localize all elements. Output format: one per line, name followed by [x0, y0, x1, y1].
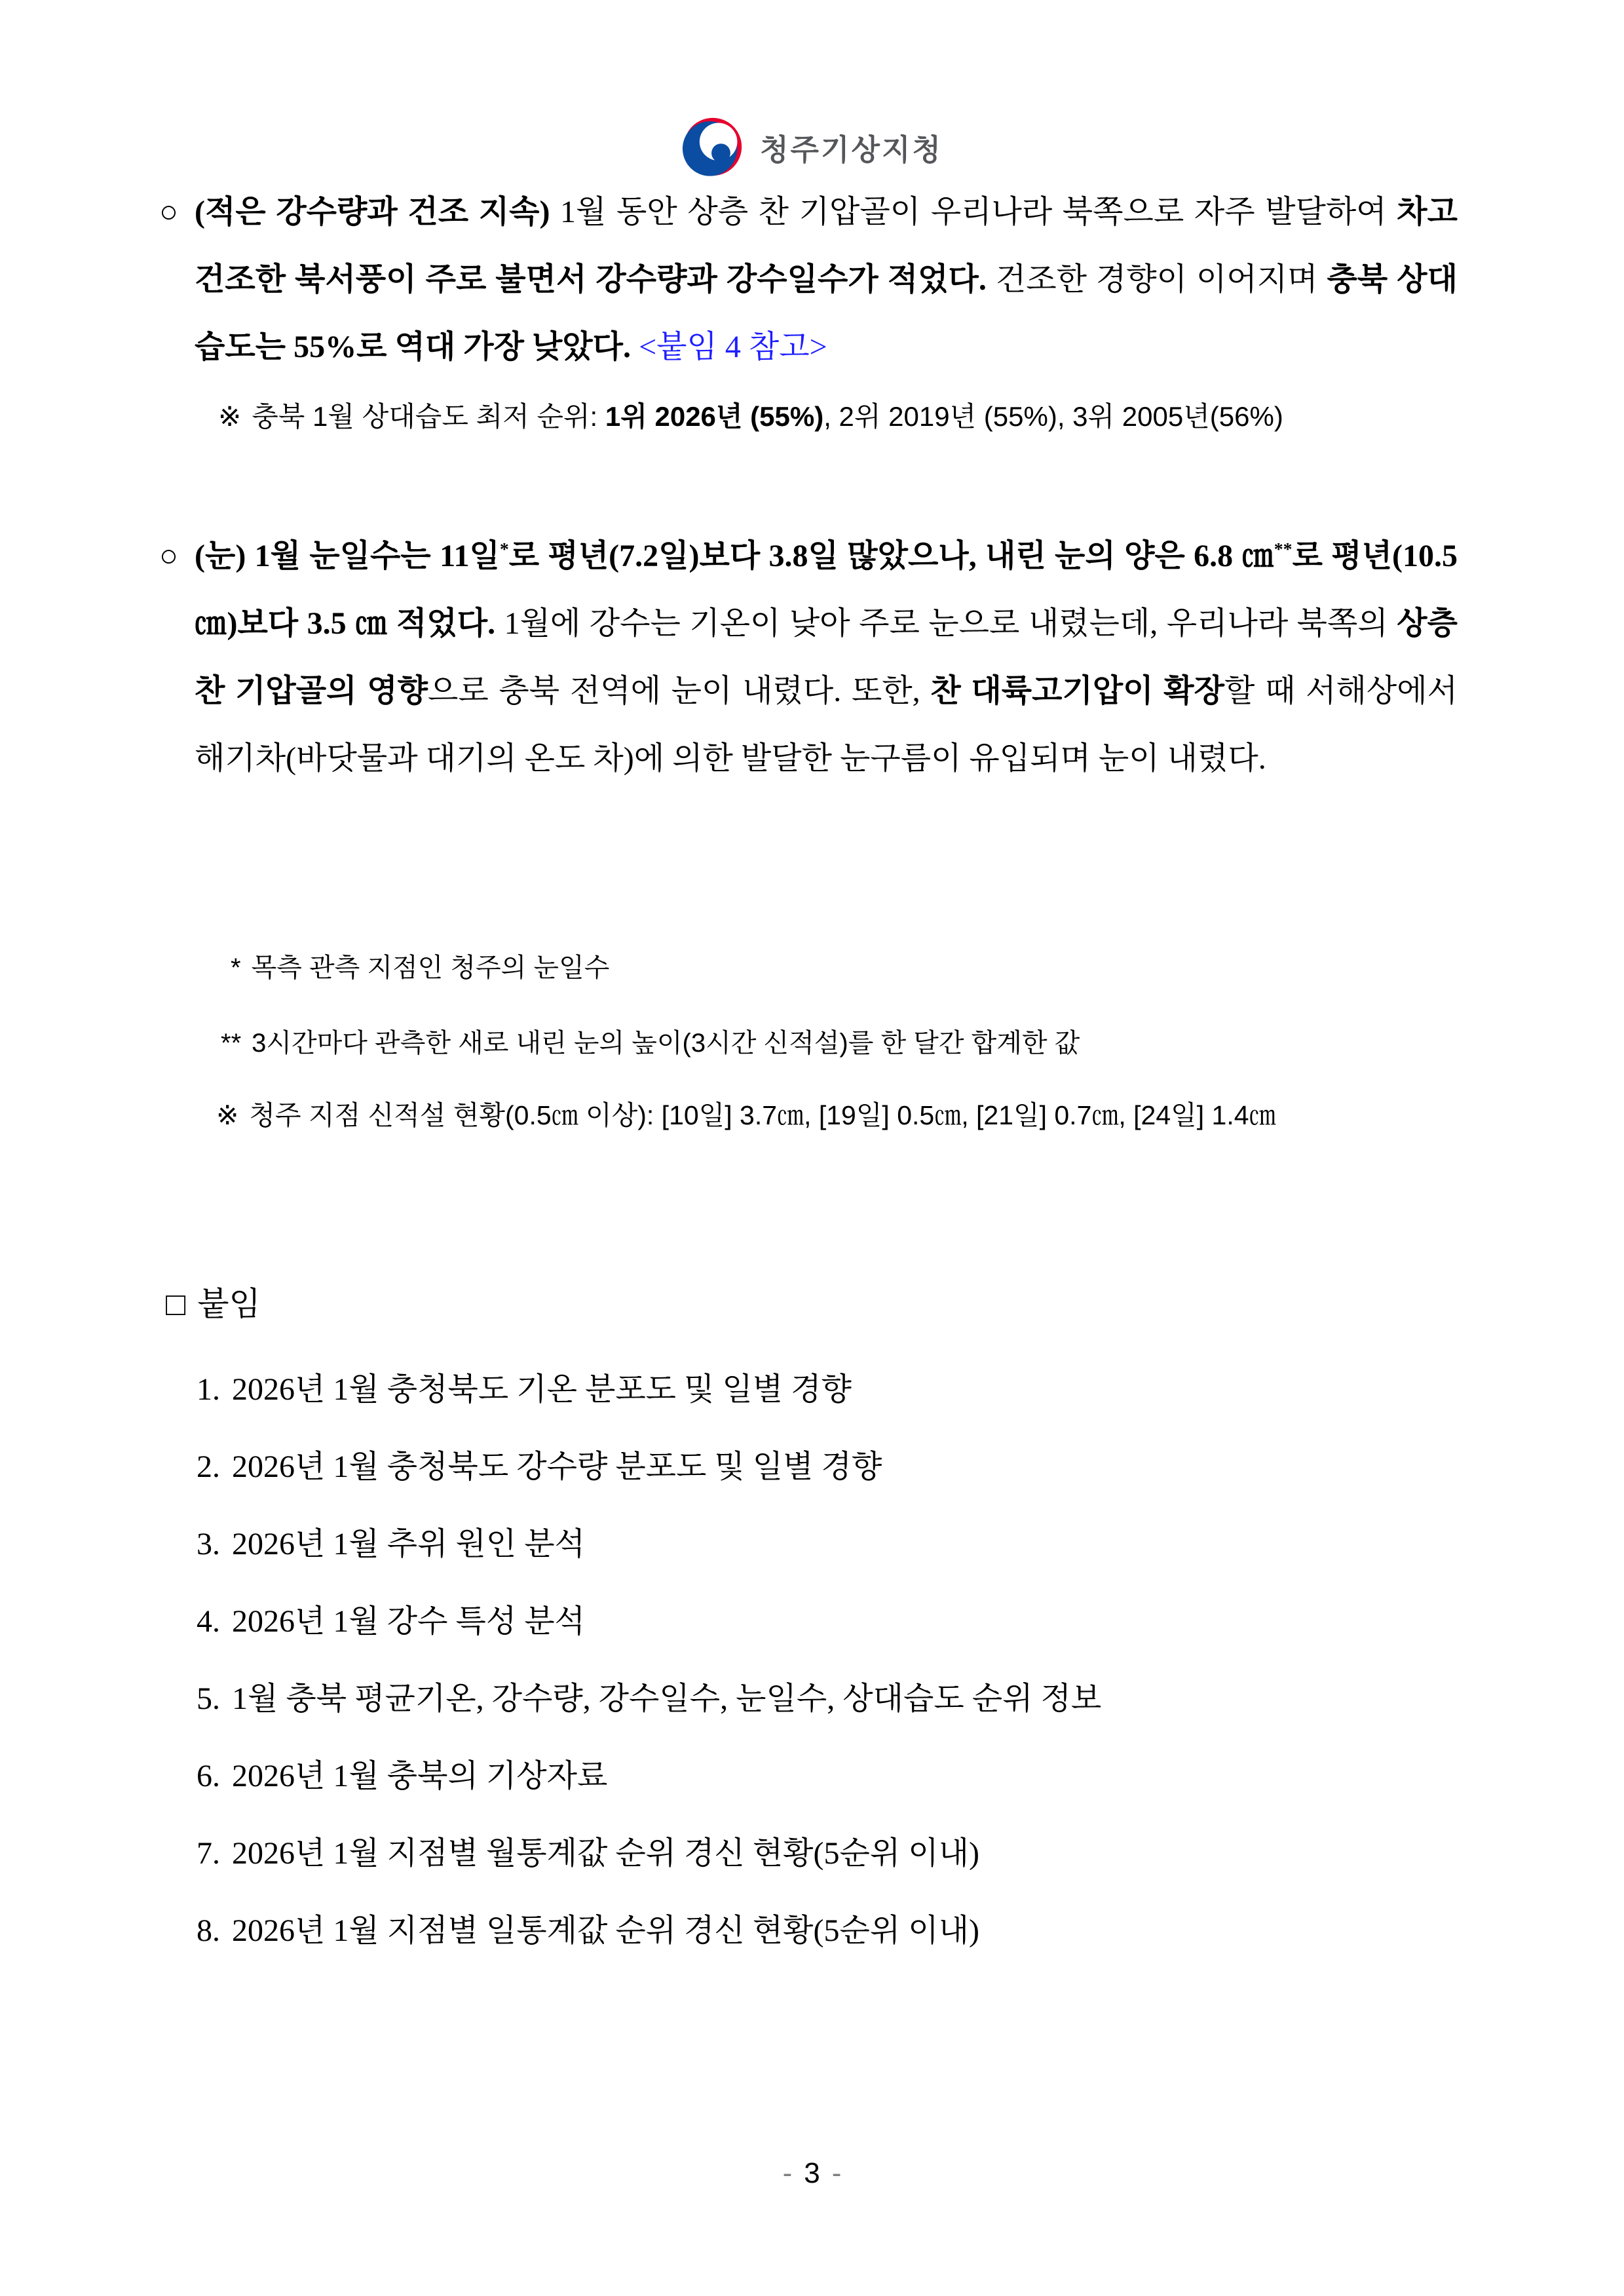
item-number: 6. — [197, 1759, 220, 1793]
item-text: 2026년 1월 충청북도 기온 분포도 및 일별 경향 — [232, 1372, 852, 1407]
note-snow-depth-records — [216, 1098, 1276, 1133]
item-text: 2026년 1월 추위 원인 분석 — [232, 1527, 585, 1561]
text-segment: 찬 대륙고기압이 확장 — [930, 674, 1225, 708]
list-item — [197, 1815, 1101, 1892]
list-item — [197, 1660, 1101, 1738]
list-item — [197, 1351, 1101, 1428]
item-number: 4. — [197, 1604, 220, 1639]
page-number-dash: - — [782, 2157, 793, 2189]
page-number — [0, 2157, 1624, 2190]
text-segment: 로 평년(10.5 ㎝)보다 3.5 ㎝ 적었다. — [195, 539, 1458, 641]
text-segment: * — [499, 539, 509, 560]
text-segment: , 2위 2019년 (55%), 3위 2005년(56%) — [823, 401, 1283, 432]
text-segment: 1월 동안 상층 찬 기압골이 우리나라 북쪽으로 자주 발달하여 — [560, 195, 1397, 229]
square-bullet: □ — [166, 1286, 186, 1322]
paragraph-precipitation — [159, 178, 1458, 381]
item-text: 2026년 1월 지점별 일통계값 순위 경신 현황(5순위 이내) — [232, 1913, 979, 1948]
note-humidity-ranking — [218, 398, 1283, 435]
item-text: 2026년 1월 강수 특성 분석 — [232, 1604, 585, 1639]
agency-name: 청주기상지청 — [760, 132, 943, 166]
list-item — [197, 1583, 1101, 1660]
item-text: 2026년 1월 충북의 기상자료 — [232, 1759, 608, 1793]
list-item — [197, 1428, 1101, 1506]
page-number-value: 3 — [804, 2157, 820, 2189]
text-segment — [631, 330, 639, 364]
text-segment: 건조한 경향이 이어지며 — [986, 262, 1327, 297]
paragraph-snow-text — [195, 539, 1458, 776]
circle-bullet: ○ — [159, 539, 178, 573]
reference-mark: ※ — [216, 1100, 239, 1130]
text-segment: (적은 강수량과 건조 지속) — [195, 195, 561, 229]
reference-mark: ※ — [218, 401, 242, 432]
text-segment: 상층 찬 기압골의 영향 — [195, 606, 1458, 708]
text-segment: 할 때 서해상에서 해기차(바닷물과 대기의 온도 차)에 의한 발달한 눈구름이 유입되며 눈이 내렸다. — [195, 674, 1458, 776]
paragraph-snow — [159, 522, 1458, 792]
item-text: 1월 충북 평균기온, 강수량, 강수일수, 눈일수, 상대습도 순위 정보 — [232, 1681, 1102, 1716]
text-segment: 1월에 강수는 기온이 낮아 주로 눈으로 내렸는데, 우리나라 북쪽의 — [495, 606, 1397, 641]
text-segment: 1위 2026년 (55%) — [605, 401, 824, 432]
list-item — [197, 1738, 1101, 1815]
double-asterisk-mark: ** — [221, 1029, 242, 1058]
list-item — [197, 1892, 1101, 1970]
item-number: 1. — [197, 1372, 220, 1407]
page-number-dash: - — [831, 2157, 842, 2189]
footnote-snow-days — [231, 950, 609, 985]
text-segment: 로 평년(7.2일)보다 3.8일 많았으나, 내린 눈의 양은 6.8 ㎝ — [508, 539, 1274, 573]
note-humidity-ranking-text — [252, 401, 1283, 432]
attachments-heading-label: 붙임 — [197, 1286, 261, 1322]
item-text: 2026년 1월 충청북도 강수량 분포도 및 일별 경향 — [232, 1449, 882, 1484]
paragraph-precipitation-text — [195, 195, 1458, 364]
note-snow-depth-records-text: 청주 지점 신적설 현황(0.5㎝ 이상): [10일] 3.7㎝, [19일] 0.5㎝, [21일] 0.7㎝, [24일] 1.4㎝ — [249, 1100, 1276, 1130]
item-number: 3. — [197, 1527, 220, 1561]
asterisk-mark: * — [231, 953, 241, 982]
item-number: 2. — [197, 1449, 220, 1484]
item-number: 8. — [197, 1913, 220, 1948]
agency-header — [0, 115, 1624, 178]
government-emblem-icon — [681, 115, 744, 178]
text-segment: 충북 1월 상대습도 최저 순위: — [252, 401, 605, 432]
circle-bullet: ○ — [159, 195, 178, 229]
footnote-snow-days-text: 목측 관측 지점인 청주의 눈일수 — [251, 953, 610, 982]
item-number: 7. — [197, 1836, 220, 1871]
attachments-list — [197, 1351, 1101, 1970]
item-number: 5. — [197, 1681, 220, 1716]
text-segment: ** — [1274, 539, 1293, 560]
list-item — [197, 1506, 1101, 1583]
attachment-4-reference-link[interactable]: <붙임 4 참고> — [639, 330, 827, 364]
text-segment: 차고 건조한 북서풍이 주로 불면서 강수량과 강수일수가 적었다. — [195, 195, 1458, 297]
footnote-snow-depth — [221, 1025, 1080, 1061]
text-segment: 충북 상대습도는 55%로 역대 가장 낮았다. — [195, 262, 1458, 364]
item-text: 2026년 1월 지점별 월통계값 순위 경신 현황(5순위 이내) — [232, 1836, 979, 1871]
text-segment: 으로 충북 전역에 눈이 내렸다. 또한, — [427, 674, 931, 708]
text-segment: (눈) 1월 눈일수는 11일 — [195, 539, 500, 573]
attachments-heading — [166, 1283, 261, 1325]
footnote-snow-depth-text: 3시간마다 관측한 새로 내린 눈의 높이(3시간 신적설)를 한 달간 합계한 값 — [252, 1029, 1080, 1058]
